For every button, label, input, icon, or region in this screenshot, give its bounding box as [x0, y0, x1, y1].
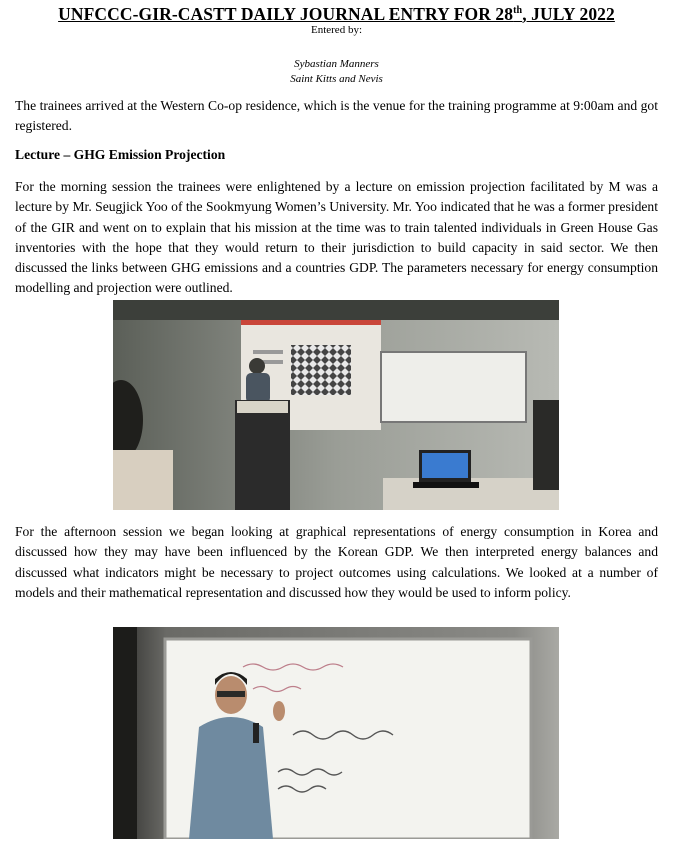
afternoon-paragraph: For the afternoon session we began looking at graphical representations of energy consumption in Korea and discussed how they may have been influenced by the Korean GDP. We then interpreted energy balances and discussed what indicators might be necessary to project outcomes using calculations. We looked at a number of models and their mathematical representation and discussed how they would be used to inform policy.	[15, 524, 658, 600]
entered-by-label: Entered by:	[310, 24, 362, 36]
title-text: UNFCCC-GIR-CASTT DAILY JOURNAL ENTRY FOR 28	[58, 4, 514, 24]
author-country: Saint Kitts and Nevis	[290, 72, 383, 85]
intro-paragraph: The trainees arrived at the Western Co-op residence, which is the venue for the training programme at 9:00am and got registered.	[15, 98, 658, 134]
title-superscript: th	[513, 5, 523, 17]
whiteboard-lecture-photo	[113, 627, 559, 839]
title-date-tail: , JULY 2022	[522, 4, 615, 24]
lecture-room-photo	[113, 300, 559, 510]
author-name: Sybastian Manners	[294, 58, 379, 70]
morning-paragraph: For the morning session the trainees were enlightened by a lecture on emission projection facilitated by M was a lecture by Mr. Seugjick Yoo of the Sookmyung Women’s University. Mr. Yoo indicated that he was a former president of the GIR and went on to explain that his mission at the time was to train talented individuals in Green House Gas inventories with the hope that they would return to their jurisdiction to build capacity in said sector. We then discussed the links between GHG emissions and a countries GDP. The parameters necessary for energy consumption modelling and projection were outlined.	[15, 179, 658, 296]
author-block	[0, 57, 673, 86]
lecture-heading: Lecture – GHG Emission Projection	[15, 147, 226, 162]
document-title	[0, 4, 673, 25]
